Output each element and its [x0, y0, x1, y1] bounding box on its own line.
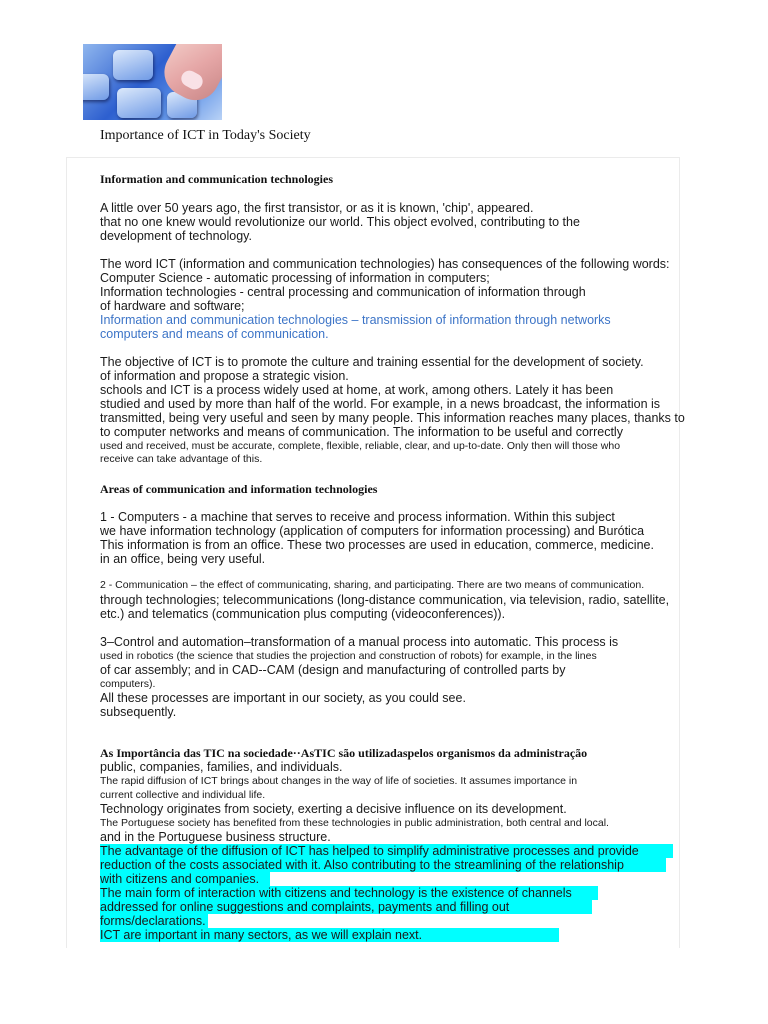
highlighted-line: The advantage of the diffusion of ICT has helped to simplify administrative processes and provide — [100, 844, 673, 858]
text-line-small: receive can take advantage of this. — [100, 453, 263, 465]
text-line-small: The rapid diffusion of ICT brings about changes in the way of life of societies. It assumes importance in — [100, 775, 578, 787]
text-line: studied and used by more than half of the world. For example, in a news broadcast, the information is — [100, 397, 661, 411]
text-line: 1 - Computers - a machine that serves to receive and process information. Within this subject — [100, 510, 615, 524]
text-line-small: used in robotics (the science that studies the projection and construction of robots) for example, in the lines — [100, 650, 597, 662]
text-line: of hardware and software; — [100, 299, 245, 313]
text-line: The objective of ICT is to promote the culture and training essential for the development of society. — [100, 355, 644, 369]
text-line: transmitted, being very useful and seen by many people. This information reaches many places, thanks to — [100, 411, 685, 425]
text-line: etc.) and telematics (communication plus computing (videoconferences)). — [100, 607, 506, 621]
section-heading: Areas of communication and information technologies — [100, 482, 378, 496]
highlighted-line: reduction of the costs associated with it. Also contributing to the streamlining of the relationship — [100, 858, 666, 872]
highlighted-line: with citizens and companies. — [100, 872, 270, 886]
text-line: schools and ICT is a process widely used at home, at work, among others. Lately it has been — [100, 383, 614, 397]
text-line: This information is from an office. These two processes are used in education, commerce, medicine. — [100, 538, 654, 552]
text-line: Information technologies - central processing and communication of information through — [100, 285, 586, 299]
text-line: All these processes are important in our society, as you could see. — [100, 691, 466, 705]
text-line-small: used and received, must be accurate, complete, flexible, reliable, clear, and up-to-date. Only then will those who — [100, 440, 621, 452]
text-line-small: computers). — [100, 678, 156, 690]
text-line-small: The Portuguese society has benefited from these technologies in public administration, both central and local. — [100, 817, 609, 829]
text-line: public, companies, families, and individuals. — [100, 760, 343, 774]
section-heading: As Importância das TIC na sociedade··AsTIC são utilizadaspelos organismos da administração — [100, 746, 588, 760]
highlighted-line: forms/declarations. — [100, 914, 208, 928]
text-line: 3–Control and automation–transformation of a manual process into automatic. This process is — [100, 635, 619, 649]
text-line: to computer networks and means of communication. The information to be useful and correctly — [100, 425, 623, 439]
link-text[interactable]: Information and communication technologies – transmission of information through networks — [100, 313, 611, 327]
text-line: that no one knew would revolutionize our world. This object evolved, contributing to the — [100, 215, 580, 229]
highlighted-line: The main form of interaction with citizens and technology is the existence of channels — [100, 886, 598, 900]
keyboard-finger-image — [83, 44, 222, 120]
text-line: through technologies; telecommunications (long-distance communication, via television, radio, satellite, — [100, 593, 670, 607]
text-line: development of technology. — [100, 229, 252, 243]
highlighted-line: addressed for online suggestions and complaints, payments and filling out — [100, 900, 592, 914]
text-line: The word ICT (information and communication technologies) has consequences of the following words: — [100, 257, 670, 271]
text-line: in an office, being very useful. — [100, 552, 266, 566]
text-line: of car assembly; and in CAD--CAM (design and manufacturing of controlled parts by — [100, 663, 566, 677]
highlighted-line: ICT are important in many sectors, as we will explain next. — [100, 928, 559, 942]
text-line: A little over 50 years ago, the first transistor, or as it is known, 'chip', appeared. — [100, 201, 534, 215]
document-title: Importance of ICT in Today's Society — [100, 128, 311, 143]
text-line: and in the Portuguese business structure. — [100, 830, 331, 844]
text-line: Technology originates from society, exerting a decisive influence on its development. — [100, 802, 567, 816]
text-line: we have information technology (application of computers for information processing) and Burótica — [100, 524, 645, 538]
link-text[interactable]: computers and means of communication. — [100, 327, 329, 341]
section-heading: Information and communication technologies — [100, 172, 334, 186]
text-line: Computer Science - automatic processing of information in computers; — [100, 271, 490, 285]
text-line: subsequently. — [100, 705, 177, 719]
text-line-small: 2 - Communication – the effect of communicating, sharing, and participating. There are two means of communication. — [100, 579, 645, 591]
text-line: of information and propose a strategic vision. — [100, 369, 349, 383]
text-line-small: current collective and individual life. — [100, 789, 266, 801]
